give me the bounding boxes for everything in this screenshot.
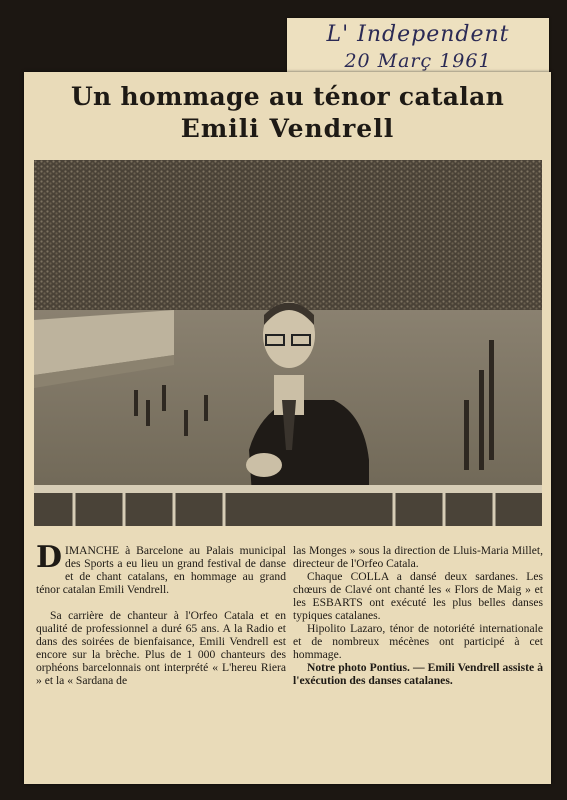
photo-caption: Notre photo Pontius. — Emili Vendrell assiste à l'exécution des danses catalanes. xyxy=(293,661,543,687)
article-photo xyxy=(34,160,542,526)
photo-illustration xyxy=(34,160,542,526)
lead-text: IMANCHE à Barcelone au Palais municipal des Sports a eu lieu un grand festival de danse et de chant catalans, en hommage au grand ténor catalan Emili Vendrell. xyxy=(36,544,286,596)
note-date: 20 Març 1961 xyxy=(344,50,492,72)
drop-cap: D xyxy=(36,540,63,575)
lead-paragraph xyxy=(36,540,286,596)
career-paragraph: Sa carrière de chanteur à l'Orfeo Catala et en qualité de professionnel a duré 65 ans. A la Radio et dans des soirées de bienfaisance, Emili Vendrell est encore sur la brèche. Plus de 1 000 chanteurs des orphéons barcelonnais ont interprété « L'hereu Riera » et la « Sardana de xyxy=(36,609,286,687)
lazaro-paragraph: Hipolito Lazaro, ténor de notoriété internationale et de nombreux mécènes ont participé à cet hommage. xyxy=(293,622,543,661)
article-column-right xyxy=(293,544,543,687)
note-newspaper-name: L' Independent xyxy=(326,22,510,47)
handwritten-note xyxy=(287,18,549,76)
direction-paragraph: las Monges » sous la direction de Lluis-Maria Millet, directeur de l'Orfeo Catala. xyxy=(293,544,543,570)
colla-paragraph: Chaque COLLA a dansé deux sardanes. Les chœurs de Clavé ont chanté les « Flors de Maig » et les ESBARTS ont exécuté les plus belles danses typiques catalanes. xyxy=(293,570,543,622)
headline-line-2: Emili Vendrell xyxy=(180,114,395,143)
article-column-left xyxy=(36,540,286,687)
newspaper-clipping xyxy=(24,72,551,784)
headline-line-1: Un hommage au ténor catalan xyxy=(70,82,505,111)
